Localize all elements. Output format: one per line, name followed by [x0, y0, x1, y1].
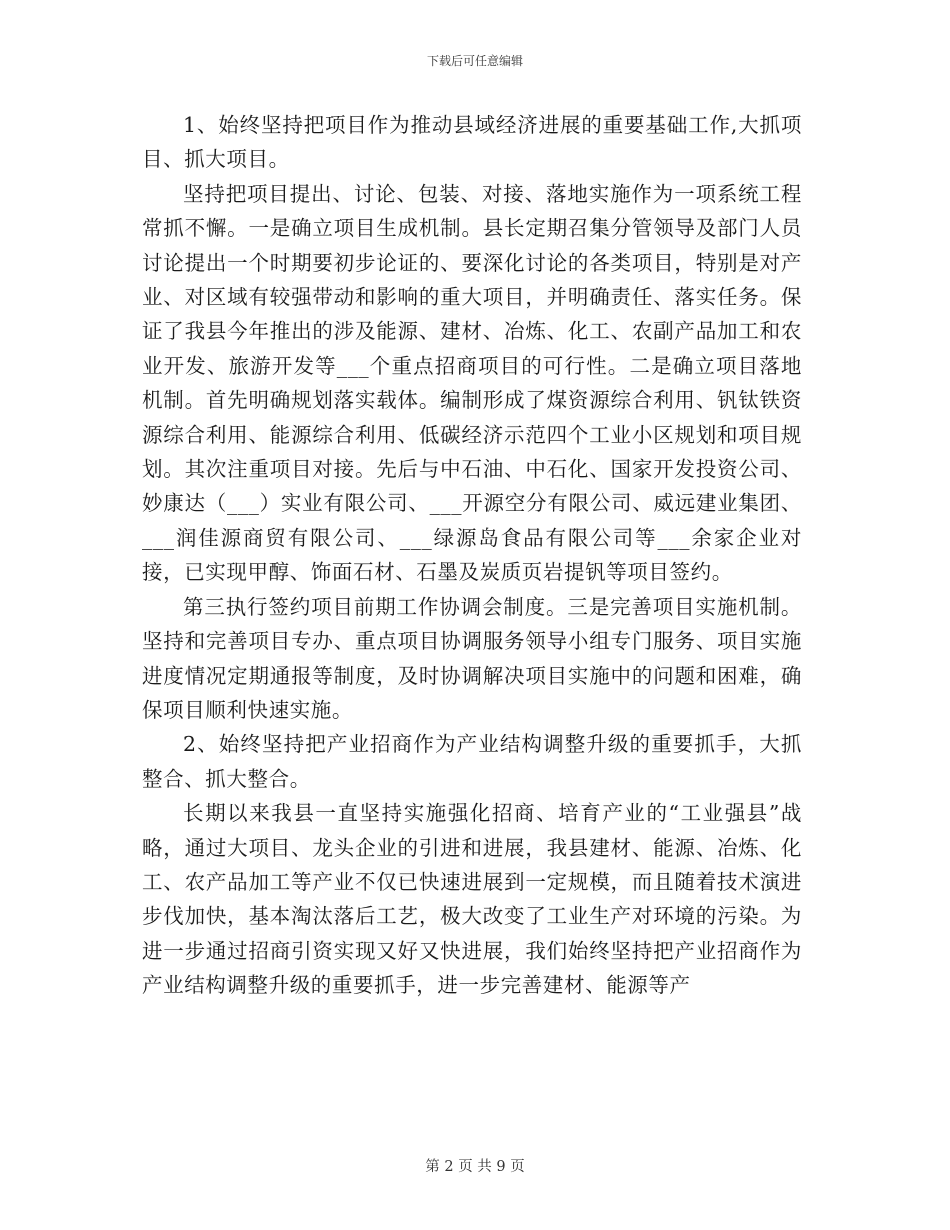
paragraph-4: 2、始终坚持把产业招商作为产业结构调整升级的重要抓手，大抓整合、抓大整合。 [142, 732, 802, 791]
page-header-note: 下载后可任意编辑 [426, 54, 523, 68]
document-body [142, 108, 802, 1003]
page-number-footer: 第 2 页 共 9 页 [425, 1159, 525, 1175]
paragraph-5: 长期以来我县一直坚持实施强化招商、培育产业的“工业强县”战略，通过大项目、龙头企业的引进和进展，我县建材、能源、冶炼、化工、农产品加工等产业不仅已快速进展到一定规模，而且随着技术演进步伐加快，基本淘汰落后工艺，极大改变了工业生产对环境的污染。为进一步通过招商引资实现又好又快进展，我们始终坚持把产业招商作为产业结构调整升级的重要抓手，进一步完善建材、能源等产 [142, 801, 802, 998]
paragraph-1: 1、始终坚持把项目作为推动县域经济进展的重要基础工作,大抓项目、抓大项目。 [142, 113, 802, 172]
paragraph-3: 第三执行签约项目前期工作协调会制度。三是完善项目实施机制。坚持和完善项目专办、重点项目协调服务领导小组专门服务、项目实施进度情况定期通报等制度，及时协调解决项目实施中的问题和困难，确保项目顺利快速实施。 [142, 594, 802, 722]
paragraph-2: 坚持把项目提出、讨论、包装、对接、落地实施作为一项系统工程常抓不懈。一是确立项目生成机制。县长定期召集分管领导及部门人员讨论提出一个时期要初步论证的、要深化讨论的各类项目，特别是对产业、对区域有较强带动和影响的重大项目，并明确责任、落实任务。保证了我县今年推出的涉及能源、建材、冶炼、化工、农副产品加工和农业开发、旅游开发等___个重点招商项目的可行性。二是确立项目落地机制。首先明确规划落实载体。编制形成了煤资源综合利用、钒钛铁资源综合利用、能源综合利用、低碳经济示范四个工业小区规划和项目规划。其次注重项目对接。先后与中石油、中石化、国家开发投资公司、妙康达（___）实业有限公司、___开源空分有限公司、威远建业集团、___润佳源商贸有限公司、___绿源岛食品有限公司等___余家企业对接，已实现甲醇、饰面石材、石墨及炭质页岩提钒等项目签约。 [142, 181, 802, 585]
